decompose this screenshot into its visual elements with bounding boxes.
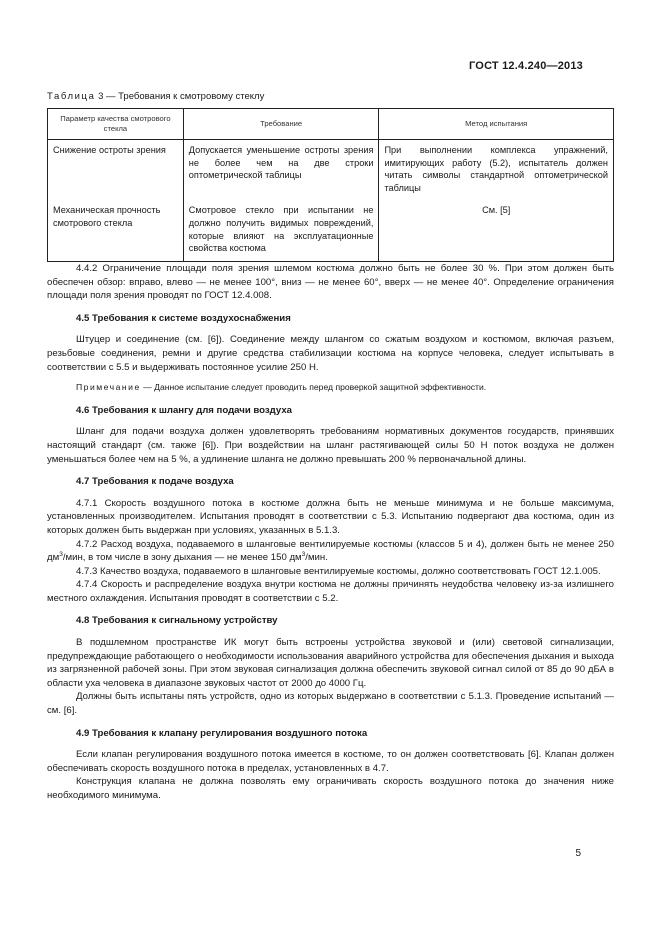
paragraph-4-4-2: 4.4.2 Ограничение площади поля зрения шлемом костюма должно быть не более 30 %. При этом должен быть обеспечен обзор: вправо, влево — не менее 100°, вниз — не менее 60°, вверх — не менее 40°. Определение ограничения площади поля зрения проводят по ГОСТ 12.4.008. [47, 263, 614, 302]
paragraph-4-7-1: 4.7.1 Скорость воздушного потока в костюме должна быть не меньше минимума и не больше максимума, установленных производителем. Испытания проводят в соответствии с 5.3. Испытанию подвергают два костюма, один из которых должен быть выдержан при условиях, указанных в 5.1.3. [47, 497, 614, 536]
paragraph-4-7-2-part-a: 4.7.2 Расход воздуха, подаваемого в шланговые вентилируемые костюмы (классов 5 и 4), должен быть не менее 250 дм [47, 538, 614, 564]
paragraph-4-9-b: Конструкция клапана не должна позволять ему ограничивать скорость воздушного потока до значения ниже необходимого минимума. [47, 776, 614, 801]
section-heading-4-9: 4.9 Требования к клапану регулирования воздушного потока [76, 727, 368, 739]
section-heading-4-8: 4.8 Требования к сигнальному устройству [76, 615, 278, 627]
cell-method: См. [5] [379, 200, 614, 261]
paragraph-4-7-3: 4.7.3 Качество воздуха, подаваемого в шланговые вентилируемые костюмы, должно соответствовать ГОСТ 12.1.005. [76, 565, 601, 577]
requirements-table [47, 108, 614, 262]
superscript-3: 3 [59, 551, 63, 559]
note-label: Примечание [76, 382, 141, 393]
table-row [48, 140, 614, 201]
paragraph-4-8-b: Должны быть испытаны пять устройств, одно из которых выдержано в соответствии с 5.1.3. Проведение испытаний — см. [6]. [47, 691, 614, 717]
paragraph-4-7-2 [47, 538, 614, 565]
cell-param: Снижение остроты зрения [48, 140, 184, 201]
paragraph-4-7-2-part-b: /мин, в том числе в зону дыхания — не менее 150 дм [62, 552, 302, 564]
paragraph-4-8-a: В подшлемном пространстве ИК могут быть встроены устройства звуковой и (или) световой сигнализации, предупреждающие работающего о необходимости использования аварийного устройства для обеспечения дыхания и выхода из загрязненной рабочей зоны. При этом звуковая сигнализация должна обеспечить звуковой сигнал силой от 85 до 90 дБА в области уха человека в диапазоне звуковых частот от 2000 до 4000 Гц. [47, 637, 614, 689]
section-heading-4-7: 4.7 Требования к подаче воздуха [76, 476, 234, 488]
cell-requirement: Смотровое стекло при испытании не должно получить видимых повреждений, которые влияют на эксплуатационные свойства костюма [183, 200, 379, 261]
col-header-method: Метод испытания [379, 109, 614, 140]
paragraph-4-7-4: 4.7.4 Скорость и распределение воздуха внутри костюма не должны причинять неудобства человеку из-за излишнего местного охлаждения. Испытания проводят в соответствии с 5.2. [47, 579, 614, 604]
paragraph-4-7-2-part-c: /мин. [305, 552, 328, 564]
col-header-param: Параметр качества смотрового стекла [48, 109, 184, 140]
doc-header: ГОСТ 12.4.240—2013 [469, 60, 583, 72]
table-caption-text: 3 — Требования к смотровому стеклу [98, 91, 265, 102]
paragraph-4-6: Шланг для подачи воздуха должен удовлетворять требованиям нормативных документов государств, принявших настоящий стандарт (см. также [6]). При воздействии на шланг растягивающей силы 50 Н поток воздуха не должен уменьшаться более чем на 5 %, а удлинение шланга не должно превышать 200 % первоначальной длины. [47, 426, 614, 465]
col-header-requirement: Требование [183, 109, 379, 140]
paragraph-4-9-a: Если клапан регулирования воздушного потока имеется в костюме, то он должен соответствовать [6]. Клапан должен обеспечивать скорость воздушного потока в пределах, установленных в 4.7. [47, 749, 614, 774]
superscript-3: 3 [301, 551, 306, 559]
table-caption-label: Таблица [47, 91, 96, 102]
cell-param: Механическая прочность смотрового стекла [48, 200, 184, 261]
page-number: 5 [575, 848, 581, 859]
document-body [47, 262, 614, 803]
table-row [48, 200, 614, 261]
table-header-row [48, 109, 614, 140]
section-heading-4-6: 4.6 Требования к шлангу для подачи воздуха [76, 404, 292, 416]
note-text: — Данное испытание следует проводить перед проверкой защитной эффективности. [140, 382, 487, 393]
note [47, 381, 614, 395]
section-heading-4-5: 4.5 Требования к системе воздухоснабжения [76, 312, 291, 324]
cell-requirement: Допускается уменьшение остроты зрения не более чем на две строки оптометрической таблицы [183, 140, 379, 201]
table-caption [47, 91, 264, 102]
cell-method: При выполнении комплекса упражнений, имитирующих работу (5.2), испытатель должен читать символы стандартной оптометрической таблицы [379, 140, 614, 201]
paragraph-4-5: Штуцер и соединение (см. [6]). Соединение между шлангом со сжатым воздухом и костюмом, включая разъем, резьбовые соединения, ремни и другие средства стабилизации костюма на корпусе человека, следует испытывать в соответствии с 5.5 и выдерживать постоянное усилие 250 Н. [47, 334, 614, 373]
